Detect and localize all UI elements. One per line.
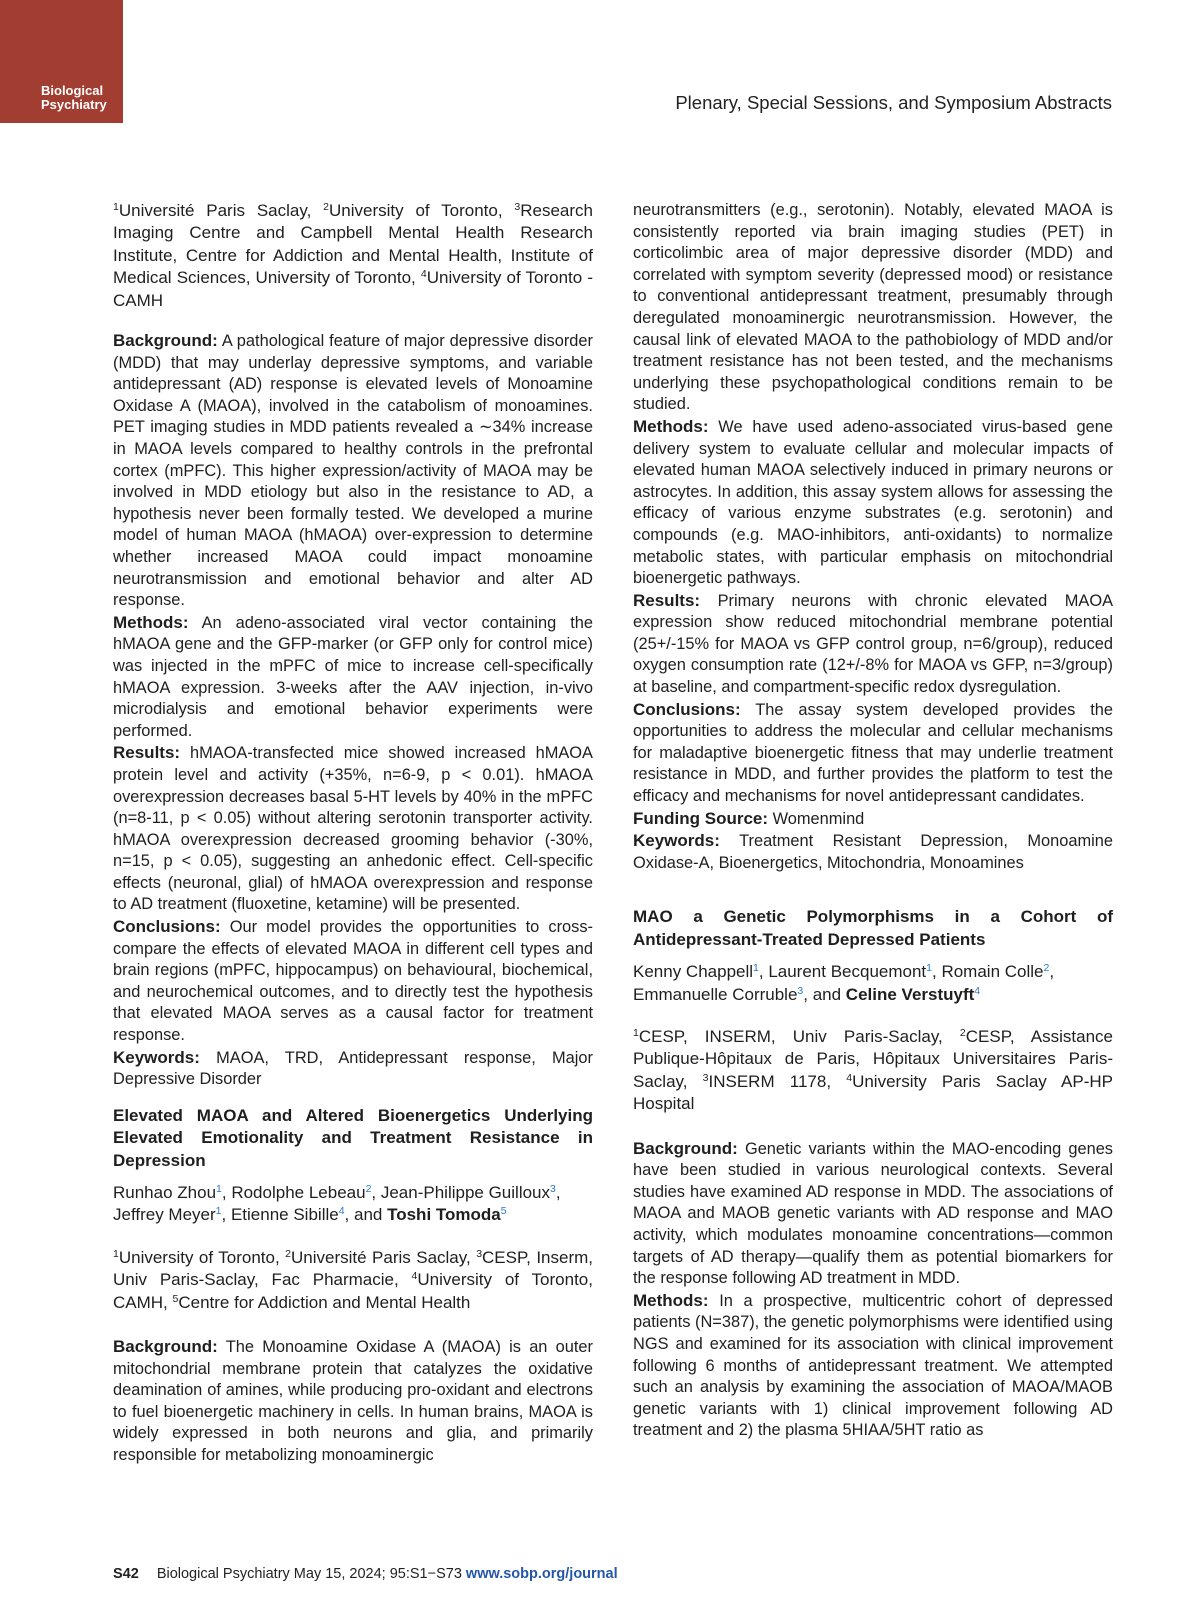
abstract1-background: Background: A pathological feature of major depressive disorder (MDD) that may underlay depressive symptoms, and variable antidepressant (AD) response is elevated levels of Monoamine Oxidase A (MAOA), involved in the catabolism of monoamines. PET imaging studies in MDD patients revealed a ∼34% increase in MAOA levels compared to healthy controls in the prefrontal cortex (mPFC). This higher expression/activity of MAOA may be involved in MDD etiology but also in the resistance to AD, a hypothesis never been formally tested. We developed a murine model of human MAOA (hMAOA) over-expression to determine whether increased MAOA could impact monoamine neurotransmission and emotional behavior and alter AD response. [113, 331, 593, 610]
footer-citation: Biological Psychiatry May 15, 2024; 95:S1−S73 [156, 1566, 466, 1582]
abstract3-methods: Methods: In a prospective, multicentric cohort of depressed patients (N=387), the genetic polymorphisms were identified using NGS and examined for its association with clinical improvement following 6 months of antidepressant treatment. We attempted such an analysis by examining the association of MAOA/MAOB genetic variants with 1) clinical improvement following AD treatment and 2) the plasma 5HIAA/5HT ratio as [633, 1290, 1113, 1440]
abstract2-authors: Runhao Zhou$^1$, Rodolphe Lebeau$^2$, Jean-Philippe Guilloux$^3$, Jeffrey Meyer$^1$, Etienne Sibille$^4$, and Toshi Tomoda$^5$ [113, 1183, 561, 1225]
abstract1-keywords: Keywords: MAOA, TRD, Antidepressant response, Major Depressive Disorder [113, 1047, 593, 1089]
abstract3-background: Background: Genetic variants within the MAO-encoding genes have been studied in various neurological contexts. Several studies have examined AD response in MDD. The associations of MAOA and MAOB genetic variants with AD response and MAO activity, which modulates monoamine concentrations—common targets of AD therapy—qualify them as potential biomarkers for the response following AD treatment in MDD. [633, 1138, 1113, 1288]
abstract1-methods: Methods: An adeno-associated viral vector containing the hMAOA gene and the GFP-marker (or GFP only for control mice) was injected in the mPFC of mice to increase cell-specifically hMAOA expression. 3-weeks after the AAV injection, in-vivo microdialysis and emotional behavior experiments were performed. [113, 612, 593, 740]
page-number: S42 [113, 1566, 139, 1582]
running-head: Plenary, Special Sessions, and Symposium Abstracts [675, 92, 1112, 113]
right-column [633, 200, 1113, 1442]
page-footer [113, 1566, 618, 1582]
abstract2-background: Background: The Monoamine Oxidase A (MAOA) is an outer mitochondrial membrane protein that catalyzes the oxidative deamination of amines, while producing pro-oxidant and electrons to fuel bioenergetic machinery in cells. In human brains, MAOA is widely expressed in both neurons and glia, and primarily responsible for metabolizing monoaminergic [113, 1337, 593, 1465]
abstract2-keywords: Keywords: Treatment Resistant Depression, Monoamine Oxidase-A, Bioenergetics, Mitochondria, Monoamines [633, 831, 1113, 872]
abstract3-title: MAO a Genetic Polymorphisms in a Cohort of Antidepressant-Treated Depressed Patients [633, 907, 1113, 949]
left-column [113, 200, 593, 1467]
abstract2-methods: Methods: We have used adeno-associated virus-based gene delivery system to evaluate cellular and molecular impacts of elevated human MAOA selectively induced in primary neurons or astrocytes. In addition, this assay system allows for assessing the efficacy of various enzyme substrates (e.g. serotonin) and compounds (e.g. MAO-inhibitors, anti-oxidants) to normalize metabolic states, with particular emphasis on mitochondrial bioenergetic pathways. [633, 416, 1113, 588]
abstract1-conclusions: Conclusions: Our model provides the opportunities to cross-compare the effects of elevated MAOA in different cell types and brain regions (mPFC, hippocampus) on behavioural, biochemical, and neurochemical outcomes, and to directly test the hypothesis that elevated MAOA serves as a causal factor for treatment response. [113, 917, 593, 1045]
affiliations-abstract-3: $^1$CESP, INSERM, Univ Paris-Saclay, $^2$CESP, Assistance Publique-Hôpitaux de Paris, Hôpitaux Universitaires Paris-Saclay, $^3$INSERM 1178, $^4$University Paris Saclay AP-HP Hospital [633, 1027, 1113, 1114]
abstract2-background-continued: neurotransmitters (e.g., serotonin). Notably, elevated MAOA is consistently reported via brain imaging studies (PET) in corticolimbic area of major depressive disorder (MDD) and correlated with symptom severity (depressed mood) or resistance to conventional antidepressant treatment, presumably through deregulated monoaminergic neurotransmission. However, the causal link of elevated MAOA to the pathobiology of MDD and/or treatment resistance has not been tested, and the mechanisms underlying these psychopathological conditions remain to be studied. [633, 201, 1113, 414]
abstract2-results: Results: Primary neurons with chronic elevated MAOA expression show reduced mitochondrial membrane potential (25+/-15% for MAOA vs GFP control group, n=6/group), reduced oxygen consumption rate (12+/-8% for MAOA vs GFP, n=3/group) at baseline, and compartment-specific redox dysregulation. [633, 590, 1113, 697]
affiliations-abstract-2: $^1$University of Toronto, $^2$Université Paris Saclay, $^3$CESP, Inserm, Univ Paris-Saclay, Fac Pharmacie, $^4$University of Toronto, CAMH, $^5$Centre for Addiction and Mental Health [113, 1247, 593, 1312]
abstract2-funding: Funding Source: Womenmind [633, 808, 865, 828]
journal-logo-text: Biological Psychiatry [41, 83, 107, 112]
abstract2-conclusions: Conclusions: The assay system developed provides the opportunities to address the molecular and cellular mechanisms for maladaptive bioenergetic fitness that may underlie treatment resistance in MDD, and further provides the platform to test the efficacy and mechanisms for novel antidepressant candidates. [633, 699, 1113, 806]
affiliations-abstract-1: $^1$Université Paris Saclay, $^2$University of Toronto, $^3$Research Imaging Centre and Campbell Mental Health Research Institute, Centre for Addiction and Mental Health, Institute of Medical Sciences, University of Toronto, $^4$University of Toronto - CAMH [113, 201, 594, 310]
journal-url-link[interactable]: www.sobp.org/journal [465, 1566, 618, 1582]
journal-logo-badge [0, 0, 123, 123]
abstract2-title: Elevated MAOA and Altered Bioenergetics Underlying Elevated Emotionality and Treatment Resistance in Depression [113, 1105, 593, 1170]
abstract1-results: Results: hMAOA-transfected mice showed increased hMAOA protein level and activity (+35%, n=6-9, p < 0.01). hMAOA overexpression decreases basal 5-HT levels by 40% in the mPFC (n=8-11, p < 0.05) without altering serotonin transporter activity. hMAOA overexpression decreased grooming behavior (-30%, n=15, p < 0.05), suggesting an anhedonic effect. Cell-specific effects (neuronal, glial) of hMAOA overexpression and response to AD treatment (fluoxetine, ketamine) will be presented. [113, 743, 593, 914]
abstract3-authors: Kenny Chappell$^1$, Laurent Becquemont$^1$, Romain Colle$^2$, Emmanuelle Corruble$^3$, and Celine Verstuyft$^4$ [633, 962, 1055, 1004]
